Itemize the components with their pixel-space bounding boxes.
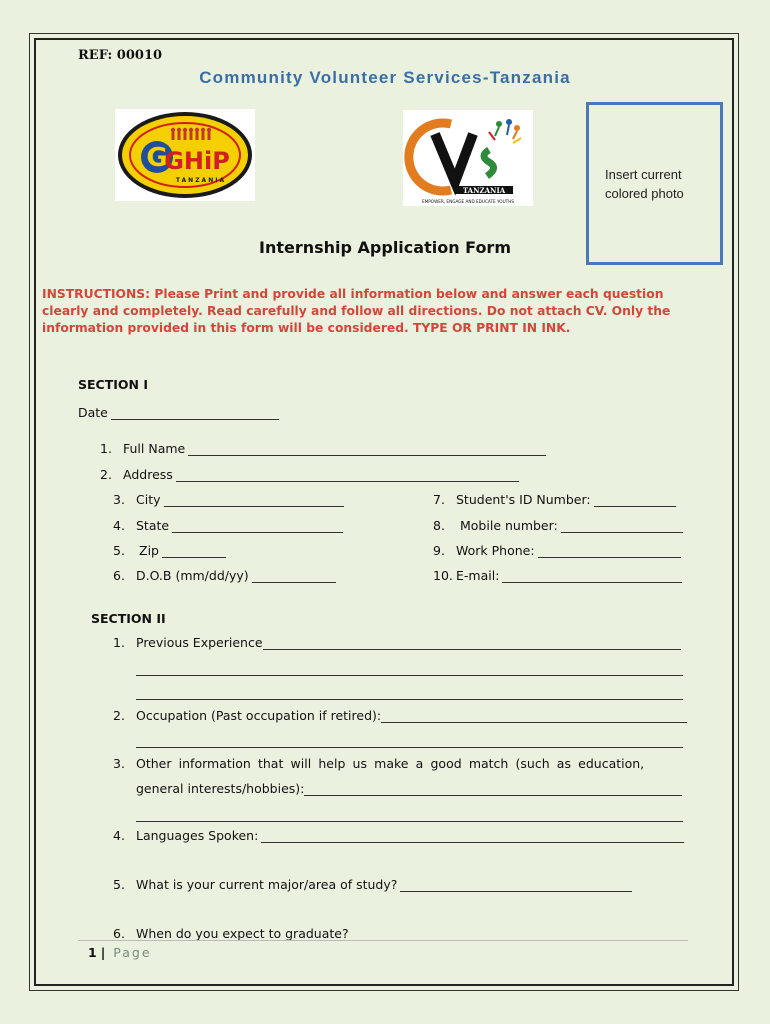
occupation-line-2[interactable] xyxy=(136,747,683,748)
zip-label: Zip xyxy=(139,543,159,558)
full-name-input-line[interactable] xyxy=(188,443,546,456)
date-label: Date xyxy=(78,405,108,420)
q4-number: 4. xyxy=(113,828,125,843)
other-info-field[interactable] xyxy=(113,756,644,771)
full-name-field[interactable] xyxy=(100,441,546,456)
q5-number: 5. xyxy=(113,877,125,892)
previous-experience-line-3[interactable] xyxy=(136,699,683,700)
other-info-field-2[interactable] xyxy=(136,781,682,796)
q1-number: 1. xyxy=(113,635,125,650)
graduation-label: When do you expect to graduate? xyxy=(136,926,349,941)
dob-input-line[interactable] xyxy=(252,570,336,583)
q3-number: 3. xyxy=(113,756,125,771)
previous-experience-line-2[interactable] xyxy=(136,675,683,676)
page-label: Page xyxy=(113,945,152,960)
email-input-line[interactable] xyxy=(502,570,682,583)
student-id-label: Student's ID Number: xyxy=(456,492,591,507)
organization-title: Community Volunteer Services-Tanzania xyxy=(199,68,571,87)
email-label: E-mail: xyxy=(456,568,500,583)
ghip-logo-text: GHiP xyxy=(164,147,230,175)
work-phone-input-line[interactable] xyxy=(538,545,681,558)
photo-placeholder-text: Insert current colored photo xyxy=(605,167,684,201)
email-number: 10. xyxy=(433,568,453,583)
zip-field[interactable] xyxy=(113,543,226,558)
languages-field[interactable] xyxy=(113,828,684,843)
previous-experience-input-line[interactable] xyxy=(263,637,681,650)
state-input-line[interactable] xyxy=(172,520,343,533)
city-field[interactable] xyxy=(113,492,344,507)
mobile-input-line[interactable] xyxy=(561,520,683,533)
ghip-logo-subtext: TANZANIA xyxy=(175,177,227,184)
other-info-label-2: general interests/hobbies): xyxy=(136,781,305,796)
zip-number: 5. xyxy=(113,543,125,558)
dob-field[interactable] xyxy=(113,568,336,583)
major-label: What is your current major/area of study? xyxy=(136,877,398,892)
page-footer xyxy=(88,945,152,960)
footer-divider xyxy=(78,940,688,941)
full-name-label: Full Name xyxy=(123,441,186,456)
student-id-input-line[interactable] xyxy=(594,494,676,507)
occupation-input-line[interactable] xyxy=(381,710,687,723)
city-input-line[interactable] xyxy=(164,494,344,507)
state-number: 4. xyxy=(113,518,125,533)
ghip-logo-g-letter: G xyxy=(146,143,168,173)
student-id-field[interactable] xyxy=(433,492,676,507)
form-title: Internship Application Form xyxy=(258,238,511,257)
full-name-number: 1. xyxy=(100,441,112,456)
work-phone-label: Work Phone: xyxy=(456,543,535,558)
previous-experience-field[interactable] xyxy=(113,635,681,650)
mobile-field[interactable] xyxy=(433,518,683,533)
q2-number: 2. xyxy=(113,708,125,723)
page-number: 1 xyxy=(88,945,97,960)
state-label: State xyxy=(136,518,170,533)
major-input-line[interactable] xyxy=(400,879,632,892)
city-number: 3. xyxy=(113,492,125,507)
cvs-logo-tagline: EMPOWER, ENGAGE AND EDUCATE YOUTHS xyxy=(421,199,515,204)
email-field[interactable] xyxy=(433,568,682,583)
occupation-label: Occupation (Past occupation if retired): xyxy=(136,708,382,723)
dob-label: D.O.B (mm/dd/yy) xyxy=(136,568,249,583)
other-info-line-2[interactable] xyxy=(136,821,683,822)
mobile-label: Mobile number: xyxy=(460,518,558,533)
other-info-label: Other information that will help us make a good match (such as education, xyxy=(136,756,645,771)
student-id-number: 7. xyxy=(433,492,445,507)
date-input-line[interactable] xyxy=(111,407,279,420)
other-info-input-line[interactable] xyxy=(304,783,682,796)
section-1-heading: SECTION I xyxy=(78,377,148,392)
mobile-number-num: 8. xyxy=(433,518,445,533)
work-phone-field[interactable] xyxy=(433,543,681,558)
major-field[interactable] xyxy=(113,877,632,892)
dob-number: 6. xyxy=(113,568,125,583)
cvs-logo xyxy=(403,110,533,206)
graduation-field[interactable] xyxy=(113,926,550,941)
section-2-heading: SECTION II xyxy=(91,611,166,626)
date-field[interactable] xyxy=(78,405,279,420)
address-number: 2. xyxy=(100,467,112,482)
languages-label: Languages Spoken: xyxy=(136,828,259,843)
zip-input-line[interactable] xyxy=(162,545,226,558)
page-separator: | xyxy=(100,945,106,960)
q6-number: 6. xyxy=(113,926,125,941)
previous-experience-label: Previous Experience xyxy=(136,635,263,650)
state-field[interactable] xyxy=(113,518,343,533)
cvs-logo-country: TANZANIA xyxy=(462,186,506,195)
instructions-text: INSTRUCTIONS: Please Print and provide all information below and answer each question clearly and completely. Read carefully and follow all directions. Do not attach CV. Only the information provided in this form will be considered. TYPE OR PRINT IN INK. xyxy=(42,287,671,335)
city-label: City xyxy=(136,492,161,507)
languages-input-line[interactable] xyxy=(261,830,684,843)
work-phone-number: 9. xyxy=(433,543,445,558)
address-input-line[interactable] xyxy=(176,469,519,482)
address-label: Address xyxy=(123,467,173,482)
address-field[interactable] xyxy=(100,467,519,482)
reference-number: REF: 00010 xyxy=(78,48,163,63)
ghip-logo xyxy=(115,109,255,201)
occupation-field[interactable] xyxy=(113,708,687,723)
